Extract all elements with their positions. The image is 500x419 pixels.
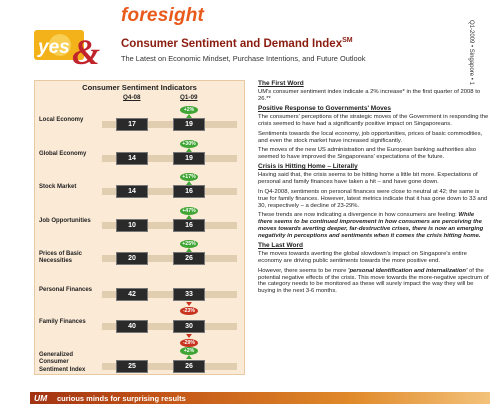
value-q1-09: 26 <box>173 252 205 265</box>
value-q1-09: 30 <box>173 320 205 333</box>
svg-text:&: & <box>72 32 101 72</box>
indicator-label: Stock Market <box>39 184 77 190</box>
paragraph-tail: of the potential negative effects of the crisis. This move towards the more-negative spectrum of the category needs to be monitored as these will surely impact the way they will be buying in the next 3-6 months. <box>258 267 489 295</box>
paragraph-lead: These trends are now indicating a divergence in how consumers are feeling: <box>258 212 459 219</box>
svg-text:yes: yes <box>38 37 70 58</box>
value-q4-08: 10 <box>116 219 148 232</box>
change-badge: +25% <box>180 240 198 248</box>
paragraph: The moves towards averting the global slowdown's impact on Singapore's entire economy are driving public sentiments towards the more positive end. <box>258 251 467 265</box>
indicator-label: Job Opportunities <box>39 218 91 224</box>
column-header-q1-09: Q1-09 <box>180 94 198 101</box>
title-text: Consumer Sentiment and Demand Index <box>121 37 343 50</box>
brand-name: foresight <box>121 5 205 26</box>
yes-and-logo <box>30 22 104 76</box>
change-badge: +2% <box>180 347 198 355</box>
paragraph <box>258 268 490 296</box>
footer-tagline: curious minds for surprising results <box>57 394 186 403</box>
um-logo: UM <box>34 393 48 403</box>
value-q1-09: 19 <box>173 118 205 131</box>
article-body <box>258 80 490 298</box>
paragraph: The consumers' perceptions of the strategic moves of the Government in responding the crisis seemed to have had a significantly positive impact on Singaporeans. <box>258 114 489 128</box>
paragraph-emphasis: While there seems to be continued improvement in how consumers are perceiving the moves towards averting deeper, far-destructive crises, there is now an emerging negativity in perceptions and sentiments when it comes the crisis hitting home. <box>258 212 484 239</box>
heading-crisis-hitting-home: Crisis is Hitting Home – Literally <box>258 163 358 171</box>
footer <box>0 388 500 419</box>
column-header-q4-08: Q4-08 <box>123 94 141 101</box>
heading-last-word: The Last Word <box>258 242 304 250</box>
heading-first-word: The First Word <box>258 80 304 87</box>
value-q4-08: 42 <box>116 288 148 301</box>
value-q4-08: 14 <box>116 152 148 165</box>
value-q1-09: 26 <box>173 360 205 373</box>
value-q4-08: 20 <box>116 252 148 265</box>
paragraph: In Q4-2008, sentiments on personal finances were close to neutral at 42; the same is true for family finances. However, latest metrics indicate that it has gone down to 33 and 30, respectively – a decline of 23-29%. <box>258 188 488 209</box>
change-badge: -29% <box>180 339 198 347</box>
paragraph: The moves of the new US administration and the European banking authorities also seemed to have improved the Singaporeans' expectations of the future. <box>258 147 477 160</box>
indicator-label: Global Economy <box>39 151 87 157</box>
paragraph <box>258 212 490 240</box>
value-q4-08: 25 <box>116 360 148 373</box>
value-q4-08: 40 <box>116 320 148 333</box>
paragraph-emphasis: 'personal identification and internalization' <box>348 267 468 274</box>
panel-title: Consumer Sentiment Indicators <box>82 83 197 92</box>
indicator-label: Generalized Consumer Sentiment Index <box>39 352 86 373</box>
change-badge: -23% <box>180 307 198 315</box>
heading-positive-response: Positive Response to Governments' Moves <box>258 105 392 113</box>
page-title <box>121 37 353 50</box>
value-q1-09: 33 <box>173 288 205 301</box>
indicator-label: Local Economy <box>39 117 84 123</box>
value-q1-09: 16 <box>173 185 205 198</box>
sentiment-indicators-panel <box>34 80 245 375</box>
service-mark: SM <box>342 37 353 44</box>
value-q1-09: 19 <box>173 152 205 165</box>
indicator-label: Prices of Basic Necessities <box>39 251 83 265</box>
paragraph: UM's consumer sentiment index indicate a 2% increase* in the first quarter of 2008 to 26.** <box>258 88 481 102</box>
value-q4-08: 17 <box>116 118 148 131</box>
arrow-up-icon <box>186 355 192 359</box>
indicator-label: Personal Finances <box>39 287 93 293</box>
arrow-down-icon <box>186 302 192 306</box>
page-subtitle: The Latest on Economic Mindset, Purchase Intentions, and Future Outlook <box>121 54 366 63</box>
change-badge: +17% <box>180 173 198 181</box>
change-badge: +30% <box>180 140 198 148</box>
paragraph: Having said that, the crisis seems to be hitting home a little bit more. Expectations of personal and family finances have taken a hit – and have gone down. <box>258 172 478 186</box>
value-q4-08: 14 <box>116 185 148 198</box>
value-q1-09: 16 <box>173 219 205 232</box>
change-badge: +2% <box>180 106 198 114</box>
arrow-down-icon <box>186 334 192 338</box>
change-badge: +47% <box>180 207 198 215</box>
indicator-label: Family Finances <box>39 319 86 325</box>
paragraph-lead: However, there seems to be more <box>258 267 349 274</box>
issue-marker: Q1-2009 • Singapore • 1 <box>468 20 474 85</box>
paragraph: Sentiments towards the local economy, job opportunities, prices of basic commodities, and even the stock market have increased significantly. <box>258 130 483 144</box>
